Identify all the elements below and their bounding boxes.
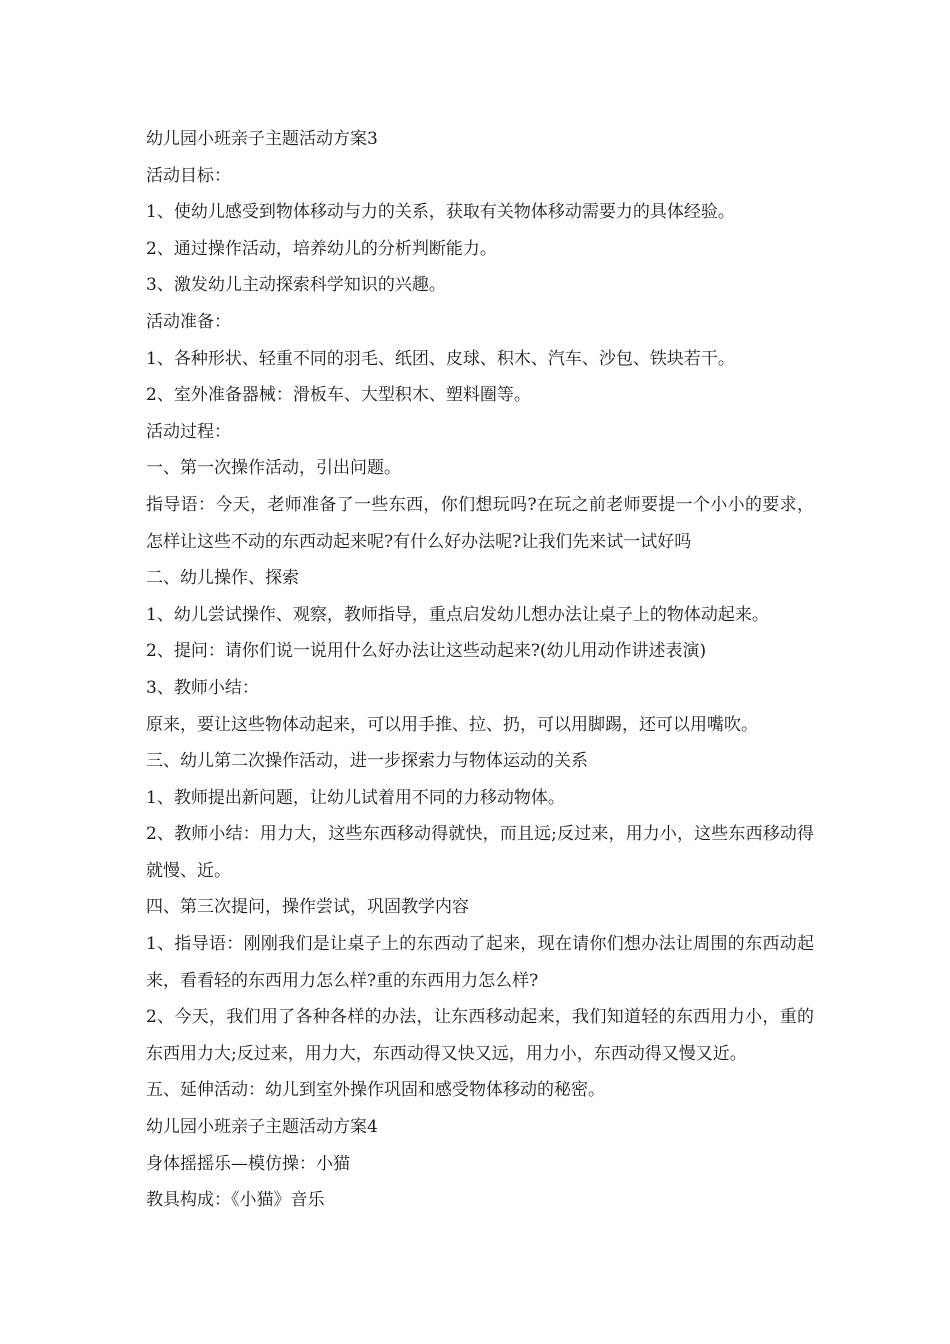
paragraph: 2、提问：请你们说一说用什么好办法让这些动起来?(幼儿用动作讲述表演): [146, 641, 707, 662]
document-body: [146, 121, 814, 1219]
heading-activity-goals: 活动目标：: [146, 165, 231, 186]
paragraph: 2、今天，我们用了各种各样的办法，让东西移动起来，我们知道轻的东西用力小，重的东西用力大;反过来，用力大，东西动得又快又远，用力小，东西动得又慢又近。: [146, 1007, 814, 1064]
paragraph: 原来，要让这些物体动起来，可以用手推、拉、扔，可以用脚踢，还可以用嘴吹。: [146, 714, 758, 735]
paragraph: 2、通过操作活动，培养幼儿的分析判断能力。: [146, 238, 497, 259]
paragraph: 2、室外准备器械：滑板车、大型积木、塑料圈等。: [146, 385, 531, 406]
paragraph: 二、幼儿操作、探索: [146, 568, 299, 589]
section-title: 幼儿园小班亲子主题活动方案4: [146, 1117, 378, 1138]
section-title: 幼儿园小班亲子主题活动方案3: [146, 129, 378, 149]
paragraph: 教具构成：《小猫》音乐: [146, 1190, 325, 1211]
heading-activity-preparation: 活动准备：: [146, 311, 231, 332]
paragraph: 2、教师小结：用力大，这些东西移动得就快，而且远;反过来，用力小，这些东西移动得就慢、近。: [146, 824, 814, 881]
paragraph: 身体摇摇乐—模仿操：小猫: [146, 1153, 350, 1174]
paragraph: 一、第一次操作活动，引出问题。: [146, 458, 401, 479]
paragraph: 3、教师小结：: [146, 677, 259, 698]
paragraph: 四、第三次提问，操作尝试，巩固教学内容: [146, 897, 469, 918]
paragraph: 1、各种形状、轻重不同的羽毛、纸团、皮球、积木、汽车、沙包、铁块若干。: [146, 348, 735, 369]
paragraph: 1、指导语：刚刚我们是让桌子上的东西动了起来，现在请你们想办法让周围的东西动起来，看看轻的东西用力怎么样?重的东西用力怎么样?: [146, 934, 814, 991]
paragraph: 指导语：今天，老师准备了一些东西，你们想玩吗?在玩之前老师要提一个小小的要求，怎样让这些不动的东西动起来呢?有什么好办法呢?让我们先来试一试好吗: [146, 494, 814, 552]
paragraph: 三、幼儿第二次操作活动，进一步探索力与物体运动的关系: [146, 751, 588, 772]
paragraph: 1、使幼儿感受到物体移动与力的关系，获取有关物体移动需要力的具体经验。: [146, 202, 735, 223]
paragraph: 1、幼儿尝试操作、观察，教师指导，重点启发幼儿想办法让桌子上的物体动起来。: [146, 604, 769, 625]
heading-activity-process: 活动过程：: [146, 421, 231, 442]
paragraph: 五、延伸活动：幼儿到室外操作巩固和感受物体移动的秘密。: [146, 1080, 605, 1101]
paragraph: 3、激发幼儿主动探索科学知识的兴趣。: [146, 275, 446, 296]
paragraph: 1、教师提出新问题，让幼儿试着用不同的力移动物体。: [146, 787, 565, 808]
